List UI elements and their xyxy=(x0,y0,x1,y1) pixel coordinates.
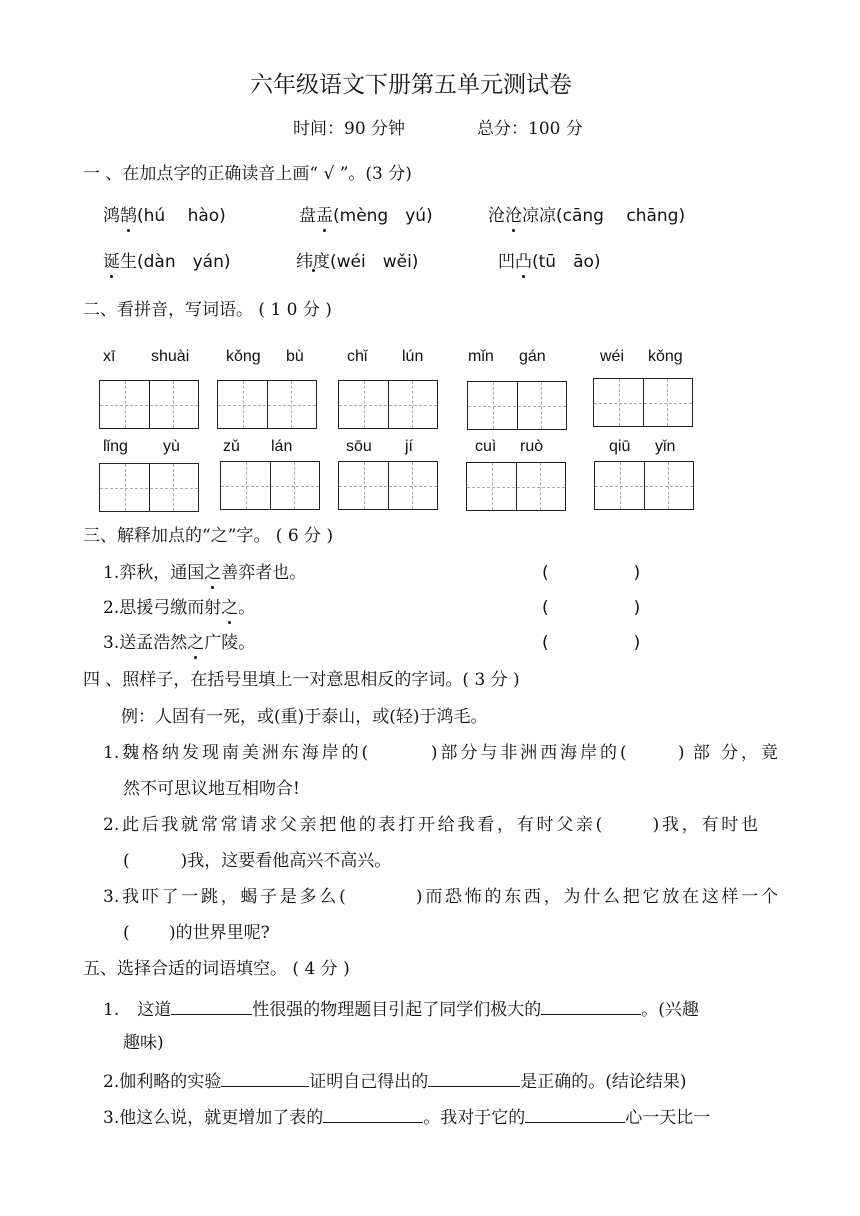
writing-grid-box[interactable] xyxy=(338,380,438,429)
pinyin-label: wéi xyxy=(600,348,625,365)
question-line: ( )我，这要看他高兴不高兴。 xyxy=(123,851,392,871)
writing-grid-box[interactable] xyxy=(467,381,567,430)
section5-heading: 五、选择合适的词语填空。 ( 4 分 ) xyxy=(83,959,350,979)
section2-heading: 二、看拼音，写词语。 ( 1 0 分 ) xyxy=(83,300,332,320)
question-line: 3.他这么说，就更增加了表的 。我对于它的 心一天比一 xyxy=(103,1104,710,1129)
fill-blank[interactable] xyxy=(541,996,641,1015)
page-title: 六年级语文下册第五单元测试卷 xyxy=(250,72,572,98)
fill-blank[interactable] xyxy=(428,1068,520,1087)
question-line: 然不可思议地互相吻合! xyxy=(123,779,300,799)
writing-grid-box[interactable] xyxy=(593,378,693,427)
pinyin-label: ruò xyxy=(520,438,544,455)
question-line: 2.此后我就常常请求父亲把他的表打开给我看，有时父亲( )我，有时也 xyxy=(103,815,758,835)
answer-parentheses[interactable]: ( ) xyxy=(542,598,641,618)
question-item: 3.送孟浩然之广陵。 xyxy=(103,633,256,653)
fill-blank[interactable] xyxy=(171,996,252,1015)
pinyin-choice-item: 盘盂(mèng yú) xyxy=(299,206,433,226)
pinyin-label: lún xyxy=(402,348,424,365)
pinyin-choice-item: 诞生(dàn yán) xyxy=(103,252,231,272)
pinyin-label: yù xyxy=(163,438,180,455)
question-line: 1. 这道 性很强的物理题目引起了同学们极大的 。(兴趣 xyxy=(103,996,699,1021)
writing-grid-box[interactable] xyxy=(99,380,199,429)
pinyin-choice-item: 鸿鹄(hú hào) xyxy=(103,206,226,226)
answer-parentheses[interactable]: ( ) xyxy=(542,563,641,583)
pinyin-label: chǐ xyxy=(347,348,368,365)
writing-grid-box[interactable] xyxy=(338,461,438,510)
section3-heading: 三、解释加点的“之”字。 ( 6 分 ) xyxy=(83,526,334,546)
fill-blank[interactable] xyxy=(221,1068,309,1087)
question-item: 1.弈秋，通国之善弈者也。 xyxy=(103,563,307,583)
pinyin-choice-item: 纬度(wéi wěi) xyxy=(296,252,419,272)
pinyin-label: cuì xyxy=(475,438,497,455)
example-text: 例：人固有一死，或(重)于泰山，或(轻)于鸿毛。 xyxy=(121,707,488,727)
section1-heading: 一 、在加点字的正确读音上画“ √ ”。(3 分) xyxy=(83,164,412,184)
score-label: 总分：100 分 xyxy=(477,119,583,139)
writing-grid-box[interactable] xyxy=(217,380,317,429)
pinyin-label: zǔ xyxy=(223,438,240,455)
pinyin-label: jí xyxy=(405,438,413,455)
pinyin-label: xī xyxy=(103,348,116,365)
pinyin-label: lán xyxy=(271,438,293,455)
pinyin-choice-item: 凹凸(tū āo) xyxy=(498,252,601,272)
pinyin-label: gán xyxy=(519,348,546,365)
writing-grid-box[interactable] xyxy=(220,461,320,510)
pinyin-label: kǒng xyxy=(648,348,683,365)
answer-parentheses[interactable]: ( ) xyxy=(542,633,641,653)
pinyin-label: sōu xyxy=(346,438,372,455)
writing-grid-box[interactable] xyxy=(594,461,694,510)
pinyin-label: bù xyxy=(286,348,304,365)
writing-grid-box[interactable] xyxy=(99,463,199,512)
question-line: 1.魏格纳发现南美洲东海岸的( )部分与非洲西海岸的( ) 部 分，竟 xyxy=(103,743,778,763)
fill-blank[interactable] xyxy=(323,1104,423,1123)
pinyin-label: kǒng xyxy=(226,348,261,365)
question-line: ( )的世界里呢? xyxy=(123,923,270,943)
section4-heading: 四 、照样子，在括号里填上一对意思相反的字词。( 3 分 ) xyxy=(83,670,520,690)
pinyin-choice-item: 沧沧凉凉(cāng chāng) xyxy=(488,206,686,226)
pinyin-label: mǐn xyxy=(468,348,494,365)
question-item: 2.思援弓缴而射之。 xyxy=(103,598,256,618)
writing-grid-box[interactable] xyxy=(466,462,566,511)
fill-blank[interactable] xyxy=(525,1104,625,1123)
pinyin-label: yǐn xyxy=(655,438,676,455)
pinyin-label: shuài xyxy=(151,348,190,365)
pinyin-label: qiū xyxy=(609,438,631,455)
question-line: 趣味) xyxy=(123,1033,164,1053)
time-label: 时间：90 分钟 xyxy=(293,119,406,139)
question-line: 2.伽利略的实验 证明自己得出的 是正确的。(结论结果) xyxy=(103,1068,687,1093)
pinyin-label: lǐng xyxy=(103,438,128,455)
question-line: 3.我吓了一跳，蝎子是多么( )而恐怖的东西，为什么把它放在这样一个 xyxy=(103,887,778,907)
